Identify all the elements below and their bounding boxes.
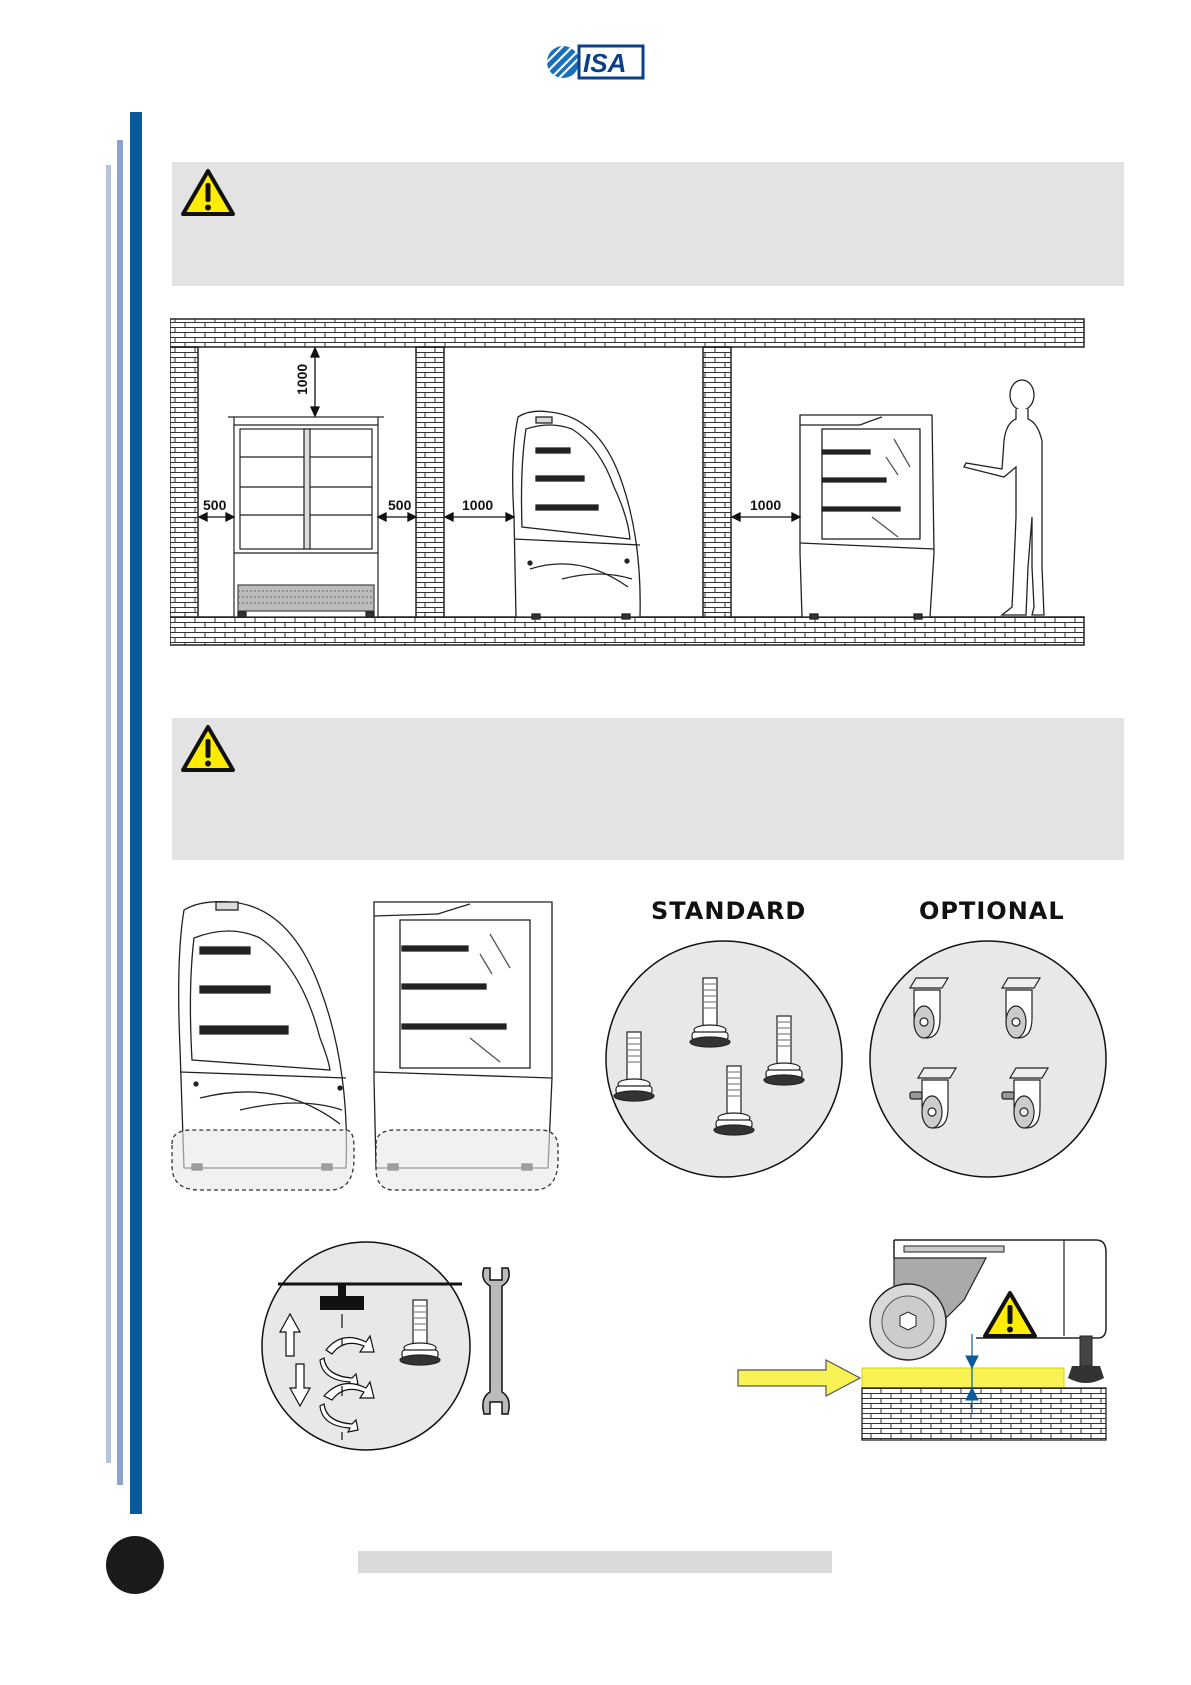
wrench-icon xyxy=(483,1268,509,1414)
page-number-disc xyxy=(106,1536,164,1594)
logo-text: ISA xyxy=(583,48,627,78)
threshold-highlight xyxy=(862,1368,1064,1388)
wall-middle-2 xyxy=(703,347,731,617)
right-cabinet-base-highlight xyxy=(376,1130,558,1190)
wall-middle-1 xyxy=(416,347,444,617)
side-stripe-light xyxy=(106,165,111,1463)
side-stripe-dark xyxy=(130,112,142,1514)
right-clearance-arrow xyxy=(378,513,416,521)
optional-castors-circle xyxy=(868,938,1108,1180)
left-clearance-label: 500 xyxy=(203,497,227,513)
floor xyxy=(170,617,1084,645)
leveling-adjustment-detail xyxy=(260,1238,532,1458)
warning-triangle-icon xyxy=(180,724,236,774)
installation-clearance-diagram xyxy=(170,317,1086,647)
left-clearance-arrow xyxy=(199,513,234,521)
front-clearance-label-middle: 1000 xyxy=(462,497,494,513)
front-clearance-arrow-middle xyxy=(445,513,514,521)
warning-panel-1 xyxy=(172,162,1124,286)
top-clearance-label: 1000 xyxy=(294,363,310,395)
warning-triangle-icon xyxy=(985,1293,1035,1336)
ceiling-wall xyxy=(170,319,1084,347)
brand-logo xyxy=(545,44,647,80)
person-figure xyxy=(964,380,1044,615)
display-cabinet-curved-side-view xyxy=(513,411,641,619)
warning-triangle-icon xyxy=(180,168,236,218)
warning-panel-2 xyxy=(172,718,1124,860)
front-clearance-label-right: 1000 xyxy=(750,497,782,513)
wall-left xyxy=(170,347,198,617)
cabinet-base-illustration xyxy=(170,898,566,1194)
footer-bar xyxy=(358,1551,832,1573)
optional-feet-label: OPTIONAL xyxy=(919,897,1065,925)
top-clearance-arrow xyxy=(311,348,319,416)
push-direction-arrow xyxy=(738,1360,860,1396)
right-clearance-label: 500 xyxy=(388,497,412,513)
standard-feet-circle xyxy=(604,938,844,1180)
left-cabinet-base-highlight xyxy=(172,1130,354,1190)
side-stripe-mid xyxy=(117,140,123,1485)
display-cabinet-front-view xyxy=(228,417,384,617)
display-cabinet-glass-side-view xyxy=(800,415,934,619)
front-clearance-arrow-right xyxy=(732,513,800,521)
castor-threshold-detail xyxy=(736,1238,1112,1444)
standard-feet-label: STANDARD xyxy=(651,897,807,925)
